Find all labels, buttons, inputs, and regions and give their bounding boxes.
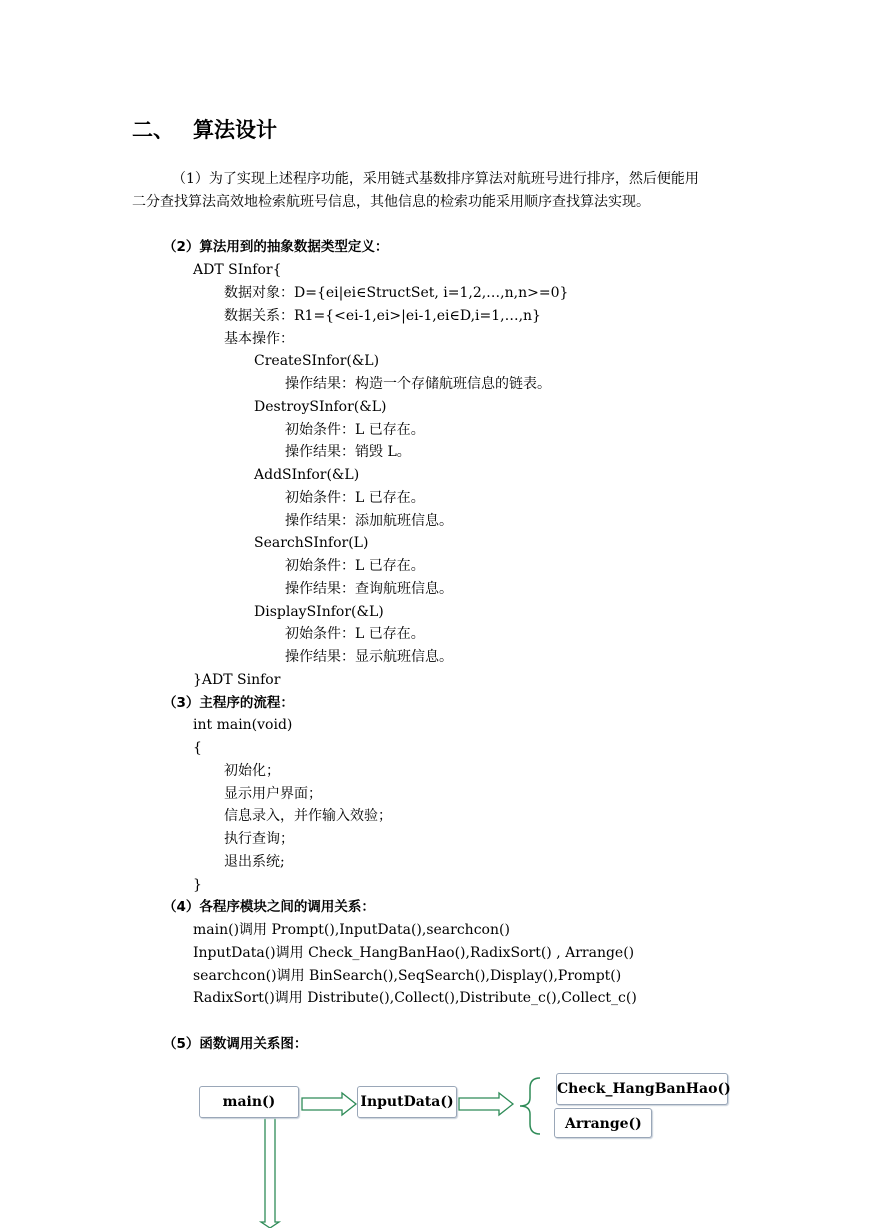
- adt-close: }ADT Sinfor: [193, 672, 281, 688]
- heading-title: 算法设计: [193, 118, 277, 142]
- adt-data-object: 数据对象：D={ei|ei∈StructSet, i=1,2,…,n,n>=0}: [224, 285, 569, 301]
- call-relation: InputData()调用 Check_HangBanHao(),RadixSort() , Arrange(): [193, 945, 635, 961]
- section-2-title: （2）算法用到的抽象数据类型定义：: [163, 239, 389, 255]
- op-result: 操作结果：销毁 L。: [285, 444, 411, 460]
- flow-step: 执行查询；: [224, 831, 294, 847]
- close-brace: }: [193, 877, 202, 893]
- op-precondition: 初始条件：L 已存在。: [285, 422, 425, 438]
- call-relation: main()调用 Prompt(),InputData(),searchcon(): [193, 922, 510, 938]
- op-precondition: 初始条件：L 已存在。: [285, 558, 425, 574]
- flow-step: 显示用户界面；: [224, 786, 322, 802]
- section-4-title: （4）各程序模块之间的调用关系：: [163, 899, 375, 915]
- op-name: SearchSInfor(L): [254, 535, 369, 551]
- node-arrange: Arrange(): [554, 1108, 652, 1138]
- op-name: DisplaySInfor(&L): [254, 604, 384, 620]
- op-name: AddSInfor(&L): [254, 467, 360, 483]
- flow-step: 退出系统;: [224, 854, 285, 870]
- adt-data-relation: 数据关系：R1={<ei-1,ei>|ei-1,ei∈D,i=1,…,n}: [224, 308, 541, 324]
- brace-shape: [520, 1078, 540, 1134]
- call-relation: RadixSort()调用 Distribute(),Collect(),Distribute_c(),Collect_c(): [193, 990, 637, 1006]
- main-signature: int main(void): [193, 717, 293, 733]
- section-3-title: （3）主程序的流程：: [163, 695, 294, 711]
- op-name: DestroySInfor(&L): [254, 399, 387, 415]
- op-result: 操作结果：构造一个存储航班信息的链表。: [285, 376, 551, 392]
- arrow-main-down: [261, 1118, 279, 1228]
- op-result: 操作结果：查询航班信息。: [285, 581, 453, 597]
- adt-basic-ops: 基本操作：: [224, 331, 294, 347]
- adt-open: ADT SInfor{: [193, 262, 282, 278]
- op-precondition: 初始条件：L 已存在。: [285, 490, 425, 506]
- flow-step: 信息录入，并作输入效验；: [224, 808, 392, 824]
- node-inputdata: InputData(): [357, 1086, 457, 1118]
- intro-line-2: 二分查找算法高效地检索航班号信息，其他信息的检索功能采用顺序查找算法实现。: [132, 194, 650, 210]
- op-result: 操作结果：添加航班信息。: [285, 513, 453, 529]
- arrow-input-to-brace: [459, 1093, 513, 1115]
- arrow-main-to-input: [302, 1093, 356, 1115]
- node-main: main(): [199, 1086, 299, 1118]
- heading-number: 二、: [132, 118, 174, 142]
- op-result: 操作结果：显示航班信息。: [285, 649, 453, 665]
- intro-line-1: （1）为了实现上述程序功能，采用链式基数排序算法对航班号进行排序，然后便能用: [172, 171, 699, 187]
- op-precondition: 初始条件：L 已存在。: [285, 626, 425, 642]
- section-5-title: （5）函数调用关系图：: [163, 1036, 308, 1052]
- call-relation: searchcon()调用 BinSearch(),SeqSearch(),Display(),Prompt(): [193, 968, 622, 984]
- flow-step: 初始化；: [224, 763, 280, 779]
- open-brace: {: [193, 740, 202, 756]
- op-name: CreateSInfor(&L): [254, 353, 380, 369]
- node-check-hangbanhao: Check_HangBanHao(): [556, 1073, 728, 1105]
